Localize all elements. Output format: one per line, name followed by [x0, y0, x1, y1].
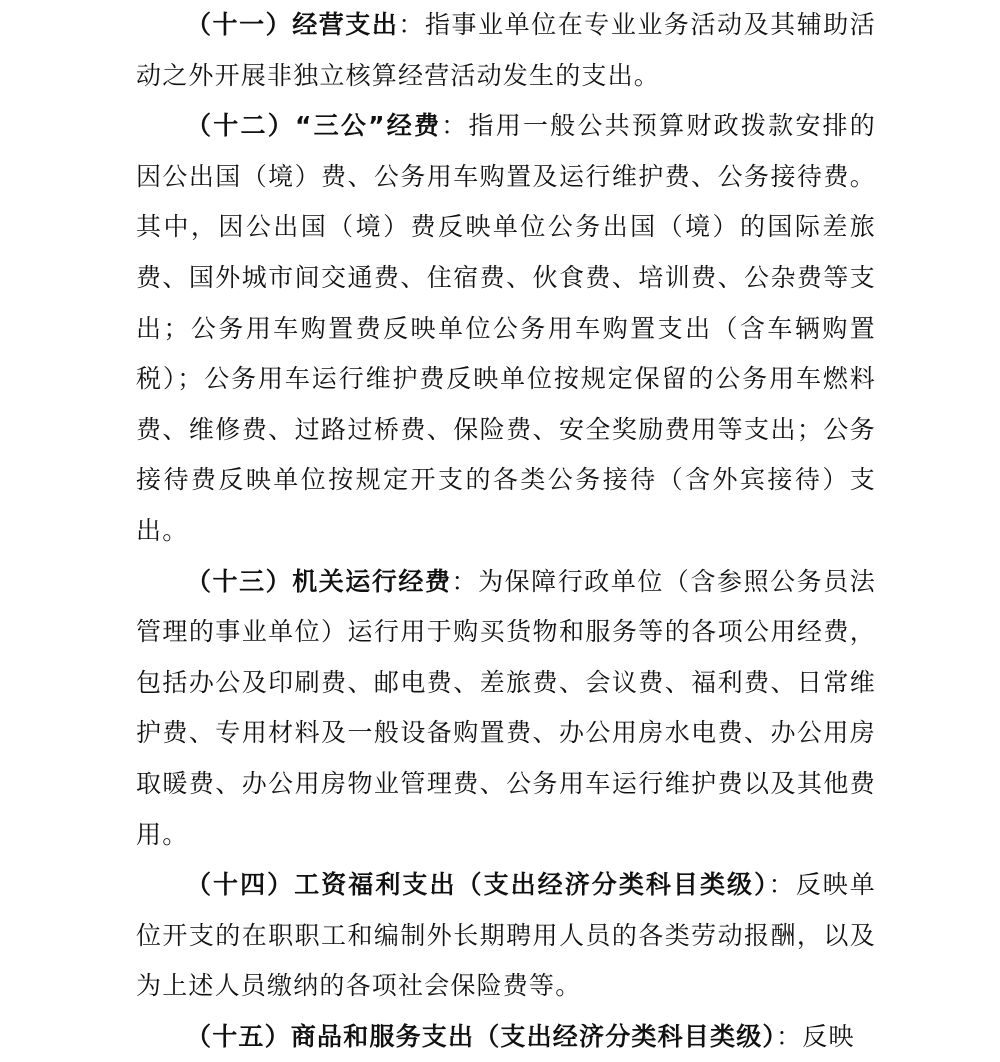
paragraph-three-public-expenses — [136, 101, 876, 556]
definition-operating-expenditure: ：指事业单位在专业业务活动及其辅助活动之外开展非独立核算经营活动发生的支出。 — [136, 10, 876, 90]
paragraph-agency-operating-funds — [136, 557, 876, 861]
definition-three-public-expenses: ：指用一般公共预算财政拨款安排的因公出国（境）费、公务用车购置及运行维护费、公务接待费。其中，因公出国（境）费反映单位公务出国（境）的国际差旅费、国外城市间交通费、住宿费、伙食费、培训费、公杂费等支出；公务用车购置费反映单位公务用车购置支出（含车辆购置税）；公务用车运行维护费反映单位按规定保留的公务用车燃料费、维修费、过路过桥费、保险费、安全奖励费用等支出；公务接待费反映单位按规定开支的各类公务接待（含外宾接待）支出。 — [136, 111, 876, 545]
term-goods-services-expenditure: （十五）商品和服务支出（支出经济分类科目类级） — [186, 1021, 777, 1051]
definition-goods-services-expenditure: ：反映 — [776, 1021, 855, 1051]
definition-wage-welfare-expenditure: ：反映单位开支的在职职工和编制外长期聘用人员的各类劳动报酬，以及为上述人员缴纳的各项社会保险费等。 — [136, 870, 876, 1001]
definition-agency-operating-funds: ：为保障行政单位（含参照公务员法管理的事业单位）运行用于购买货物和服务等的各项公用经费，包括办公及印刷费、邮电费、差旅费、会议费、福利费、日常维护费、专用材料及一般设备购置费、办公用房水电费、办公用房取暖费、办公用房物业管理费、公务用车运行维护费以及其他费用。 — [136, 566, 876, 849]
paragraph-operating-expenditure — [136, 0, 876, 101]
document-page — [136, 0, 876, 1062]
paragraph-goods-services-expenditure — [136, 1012, 876, 1062]
term-operating-expenditure: （十一）经营支出 — [186, 10, 399, 39]
paragraph-wage-welfare-expenditure — [136, 860, 876, 1012]
term-agency-operating-funds: （十三）机关运行经费 — [186, 566, 452, 596]
term-three-public-expenses: （十二）“三公”经费 — [186, 111, 442, 141]
term-wage-welfare-expenditure: （十四）工资福利支出（支出经济分类科目类级） — [186, 870, 769, 900]
